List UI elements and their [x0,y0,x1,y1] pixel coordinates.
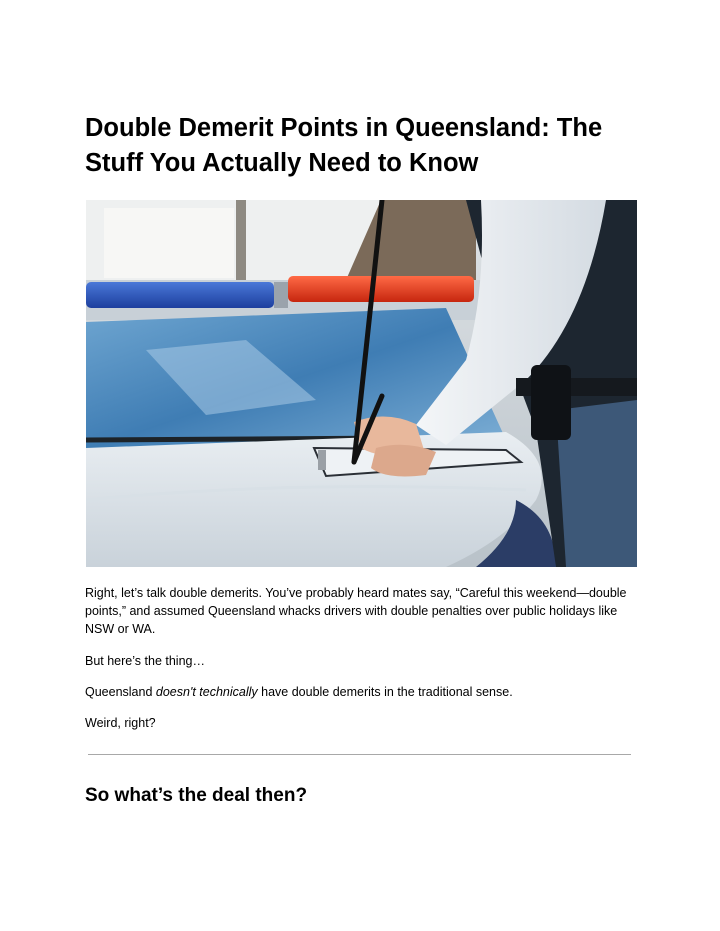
hero-image [86,200,637,567]
paragraph-text-end: have double demerits in the traditional sense. [257,685,513,699]
paragraph-no-double-demerits [85,683,637,701]
article-title: Double Demerit Points in Queensland: The Stuff You Actually Need to Know [85,114,603,177]
section-divider [88,754,631,755]
paragraph-weird-right: Weird, right? [85,716,156,730]
emphasis-text: doesn't technically [155,685,258,699]
intro-paragraph: Right, let’s talk double demerits. You’ve probably heard mates say, “Careful this weekend—double points,” and assumed Queensland whacks drivers with double penalties over public holidays like NSW or WA. [85,586,627,636]
section-heading: So what’s the deal then? [85,785,308,806]
paragraph-text-start: Queensland [85,685,156,699]
paragraph-heres-the-thing: But here’s the thing… [85,654,205,668]
